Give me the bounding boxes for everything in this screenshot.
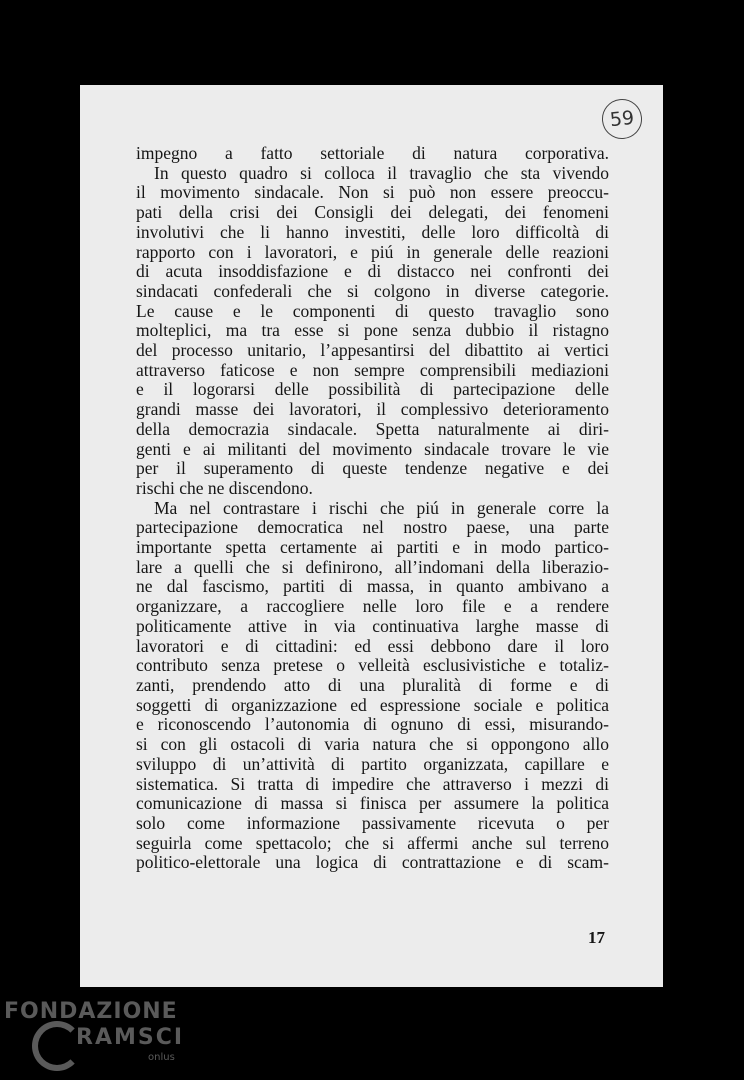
text-line: ne dal fascismo, partiti di massa, in quanto ambivano a <box>136 576 609 597</box>
text-line: della democrazia sindacale. Spetta naturalmente ai diri- <box>136 418 609 439</box>
text-line: sviluppo di un’attività di partito organizzata, capillare e <box>136 753 609 774</box>
text-line: politico-elettorale una logica di contrattazione e di scam- <box>136 852 609 873</box>
text-line: sistematica. Si tratta di impedire che attraverso i mezzi di <box>136 773 609 794</box>
text-line: soggetti di organizzazione ed espressione sociale e politica <box>136 694 609 715</box>
text-line: comunicazione di massa si finisca per assumere la politica <box>136 793 609 814</box>
text-line: seguirla come spettacolo; che si affermi anche sul terreno <box>136 832 609 853</box>
text-line: del processo unitario, l’appesantirsi del dibattito ai vertici <box>136 340 609 361</box>
text-line: genti e ai militanti del movimento sindacale trovare le vie <box>136 438 609 459</box>
text-line: il movimento sindacale. Non si può non essere preoccu- <box>136 182 609 203</box>
text-line: grandi masse dei lavoratori, il complessivo deterioramento <box>136 399 609 420</box>
text-line: contributo senza pretese o velleità esclusivistiche e totaliz- <box>136 655 609 676</box>
text-line: Ma nel contrastare i rischi che piú in generale corre la <box>154 497 609 518</box>
text-line: rischi che ne discendono. <box>136 477 313 498</box>
text-line: di acuta insoddisfazione e di distacco nei confronti dei <box>136 261 609 282</box>
text-line: molteplici, ma tra esse si pone senza dubbio il ristagno <box>136 320 609 341</box>
text-line: e il logorarsi delle possibilità di partecipazione delle <box>136 379 609 400</box>
text-line: e riconoscendo l’autonomia di ognuno di essi, misurando- <box>136 714 609 735</box>
text-line: importante spetta certamente ai partiti e in modo partico- <box>136 537 609 558</box>
text-line: lare a quelli che si definirono, all’indomani della liberazio- <box>136 556 609 577</box>
text-line: pati della crisi dei Consigli dei delegati, dei fenomeni <box>136 202 609 223</box>
logo-text-fondazione: FONDAZIONE <box>4 999 178 1024</box>
text-line: si con gli ostacoli di varia natura che si oppongono allo <box>136 734 609 755</box>
text-line: lavoratori e di cittadini: ed essi debbono dare il loro <box>136 635 609 656</box>
page-number: 17 <box>588 928 605 947</box>
text-line: attraverso faticose e non sempre comprensibili mediazioni <box>136 359 609 380</box>
body-text <box>136 144 609 873</box>
text-line: rapporto con i lavoratori, e piú in generale delle reazioni <box>136 241 609 262</box>
text-line: per il superamento di queste tendenze negative e dei <box>136 458 609 479</box>
fondazione-gramsci-logo <box>0 995 200 1080</box>
logo-g-mark-icon <box>32 1021 82 1071</box>
text-line: involutivi che li hanno investiti, delle loro difficoltà di <box>136 221 609 242</box>
logo-text-onlus: onlus <box>148 1052 175 1063</box>
text-line: In questo quadro si colloca il travaglio che sta vivendo <box>154 162 609 183</box>
text-line: solo come informazione passivamente ricevuta o per <box>136 812 609 833</box>
archive-stamp: 59 <box>600 97 644 141</box>
text-line: organizzare, a raccogliere nelle loro file e a rendere <box>136 596 609 617</box>
text-line: Le cause e le componenti di questo travaglio sono <box>136 300 609 321</box>
text-line: sindacati confederali che si colgono in diverse categorie. <box>136 280 609 301</box>
logo-text-gramsci: RAMSCI <box>76 1025 185 1050</box>
text-line: partecipazione democratica nel nostro paese, una parte <box>136 517 609 538</box>
document-page <box>80 85 663 987</box>
text-line: politicamente attive in via continuativa larghe masse di <box>136 615 609 636</box>
text-line: zanti, prendendo atto di una pluralità di forme e di <box>136 674 609 695</box>
text-line: impegno a fatto settoriale di natura corporativa. <box>136 143 609 163</box>
